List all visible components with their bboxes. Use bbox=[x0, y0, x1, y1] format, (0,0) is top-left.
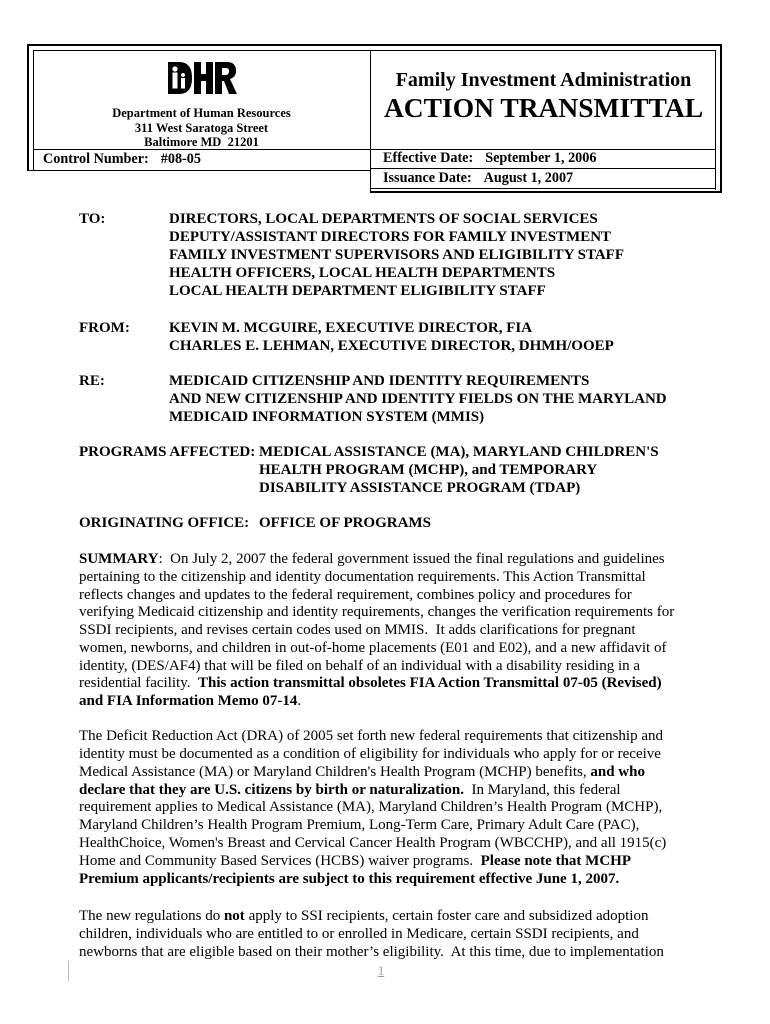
programs-affected-list bbox=[259, 443, 659, 497]
text-line bbox=[79, 551, 674, 569]
issuance-date bbox=[383, 169, 573, 187]
text-run: residential facility. bbox=[79, 675, 198, 692]
to-line: LOCAL HEALTH DEPARTMENT ELIGIBILITY STAFF bbox=[169, 283, 546, 299]
department-city: Baltimore MD 21201 bbox=[144, 135, 259, 149]
to-line: DEPUTY/ASSISTANT DIRECTORS FOR FAMILY INVESTMENT bbox=[169, 229, 612, 245]
summary-heading: SUMMARY bbox=[79, 551, 159, 567]
text-line bbox=[79, 675, 674, 693]
originating-office-label: ORIGINATING OFFICE: bbox=[79, 515, 250, 531]
header-bottom-border-inner bbox=[370, 188, 716, 189]
text-line bbox=[79, 764, 666, 782]
text-line: requirement applies to Medical Assistance (MA), Maryland Children’s Health Program (MCHP), bbox=[79, 799, 663, 816]
text-line: identity must be documented as a condition of eligibility for individuals who apply for or receive bbox=[79, 745, 661, 762]
originating-office bbox=[259, 514, 431, 532]
text-line: identity, (DES/AF4) that will be filed on behalf of an individual with a disability residing in a bbox=[79, 657, 641, 674]
text-run: The new regulations do bbox=[79, 908, 224, 924]
logo-letter-h bbox=[194, 62, 213, 94]
issuance-date-value: August 1, 2007 bbox=[483, 170, 574, 186]
effective-date-label: Effective Date: bbox=[383, 150, 474, 166]
text-line bbox=[79, 853, 666, 871]
dhr-logo bbox=[167, 61, 237, 95]
logo-family-child-head bbox=[181, 73, 185, 77]
to-line: HEALTH OFFICERS, LOCAL HEALTH DEPARTMENTS bbox=[169, 265, 556, 281]
bold-text-run: Please note that MCHP bbox=[480, 852, 631, 869]
text-line: verifying Medicaid citizenship and identity requirements, changes the verification requirements for bbox=[79, 604, 675, 621]
header-border-top-inner bbox=[33, 50, 716, 51]
re-label: RE: bbox=[79, 373, 105, 389]
programs-line: HEALTH PROGRAM (MCHP), and TEMPORARY bbox=[259, 462, 598, 478]
control-number-label: Control Number: bbox=[43, 151, 149, 167]
control-number-value: #08-05 bbox=[160, 151, 201, 167]
effective-date bbox=[383, 149, 596, 167]
logo-letter-r bbox=[215, 62, 237, 94]
re-line: MEDICAID CITIZENSHIP AND IDENTITY REQUIREMENTS bbox=[169, 373, 590, 389]
text-line: newborns that are eligible based on their mother’s eligibility. At this time, due to implementation bbox=[79, 944, 664, 960]
programs-line: DISABILITY ASSISTANCE PROGRAM (TDAP) bbox=[259, 480, 581, 496]
text-run: apply to SSI recipients, certain foster care and subsidized adoption bbox=[244, 908, 649, 924]
text-run: . bbox=[297, 693, 302, 709]
text-line bbox=[79, 782, 666, 800]
document-title: ACTION TRANSMITTAL bbox=[383, 92, 704, 123]
text-line: Maryland Children’s Health Program Premium, Long-Term Care, Primary Adult Care (PAC), bbox=[79, 817, 640, 834]
re-line: AND NEW CITIZENSHIP AND IDENTITY FIELDS ON THE MARYLAND bbox=[169, 391, 667, 407]
issuance-date-label: Issuance Date: bbox=[383, 170, 472, 186]
text-line: The Deficit Reduction Act (DRA) of 2005 set forth new federal requirements that citizenship and bbox=[79, 728, 663, 744]
dra-paragraph bbox=[79, 728, 666, 889]
text-run: Medical Assistance (MA) or Maryland Children's Health Program (MCHP) benefits, bbox=[79, 763, 591, 780]
logo-family-adult-head bbox=[172, 66, 177, 71]
from-line: CHARLES E. LEHMAN, EXECUTIVE DIRECTOR, DHMH/OOEP bbox=[169, 338, 614, 354]
header-border-top-outer bbox=[27, 44, 722, 46]
from-line: KEVIN M. MCGUIRE, EXECUTIVE DIRECTOR, FIA bbox=[169, 320, 533, 336]
to-recipients bbox=[169, 210, 624, 300]
department-name: Department of Human Resources bbox=[112, 106, 291, 120]
summary-paragraph bbox=[79, 551, 674, 711]
exemptions-paragraph bbox=[79, 907, 664, 961]
header-bottom-border-outer bbox=[370, 191, 722, 193]
originating-office-value: OFFICE OF PROGRAMS bbox=[259, 515, 431, 531]
administration-name: Family Investment Administration bbox=[395, 69, 692, 91]
bold-text-run: and who bbox=[590, 763, 645, 780]
programs-affected-label: PROGRAMS AFFECTED: bbox=[79, 444, 256, 460]
text-line: HealthChoice, Women's Breast and Cervical Cancer Health Program (WBCCHP), and all 1915(c) bbox=[79, 835, 667, 852]
text-run: : On July 2, 2007 the federal government issued the final regulations and guidelines bbox=[158, 551, 665, 567]
text-line: women, newborns, and children in out-of-home placements (E01 and E02), and a new affidavit of bbox=[79, 639, 667, 656]
from-senders bbox=[169, 319, 614, 355]
effective-date-value: September 1, 2006 bbox=[485, 150, 597, 166]
department-address-block bbox=[33, 106, 370, 150]
logo-family-child-body bbox=[181, 78, 185, 89]
header-left-bottom-border bbox=[27, 170, 371, 171]
text-line: pertaining to the citizenship and identity documentation requirements. This Action Transmittal bbox=[79, 568, 646, 585]
to-line: DIRECTORS, LOCAL DEPARTMENTS OF SOCIAL SERVICES bbox=[169, 211, 598, 227]
to-label: TO: bbox=[79, 211, 106, 227]
bold-text-run: This action transmittal obsoletes FIA Action Transmittal 07-05 (Revised) bbox=[197, 675, 662, 692]
text-line bbox=[79, 693, 674, 711]
bold-text-run: and FIA Information Memo 07-14 bbox=[79, 693, 298, 709]
re-subject bbox=[169, 372, 667, 426]
header-border-left-outer bbox=[27, 44, 29, 171]
text-line: reflects changes and updates to the federal requirement, combines policy and procedures for bbox=[79, 586, 632, 603]
text-run: In Maryland, this federal bbox=[463, 781, 621, 798]
bold-text-run: not bbox=[223, 908, 245, 924]
bold-text-run: declare that they are U.S. citizens by birth or naturalization. bbox=[79, 781, 464, 798]
header-border-right-outer bbox=[720, 44, 722, 193]
text-line: SSDI recipients, and revises certain codes used on MMIS. It adds clarifications for pregnant bbox=[79, 622, 636, 638]
text-line: children, individuals who are entitled to or enrolled in Medicare, certain SSDI recipients, and bbox=[79, 926, 639, 942]
text-line bbox=[79, 907, 664, 925]
text-run: Home and Community Based Services (HCBS) waiver programs. bbox=[79, 852, 481, 869]
logo-letter-r-counter bbox=[222, 68, 229, 75]
from-label: FROM: bbox=[79, 320, 130, 336]
to-line: FAMILY INVESTMENT SUPERVISORS AND ELIGIBILITY STAFF bbox=[169, 247, 624, 263]
logo-family-adult-body bbox=[173, 73, 178, 89]
page-number: 1 bbox=[377, 963, 385, 978]
control-number bbox=[43, 150, 201, 168]
margin-mark bbox=[68, 961, 69, 981]
to-block bbox=[0, 210, 770, 310]
programs-line: MEDICAL ASSISTANCE (MA), MARYLAND CHILDREN'S bbox=[259, 444, 659, 460]
text-line: Premium applicants/recipients are subject to this requirement effective June 1, 2007. bbox=[79, 870, 620, 887]
logo-letter-d bbox=[168, 62, 192, 94]
re-line: MEDICAID INFORMATION SYSTEM (MMIS) bbox=[169, 409, 485, 425]
department-street: 311 West Saratoga Street bbox=[134, 120, 269, 135]
